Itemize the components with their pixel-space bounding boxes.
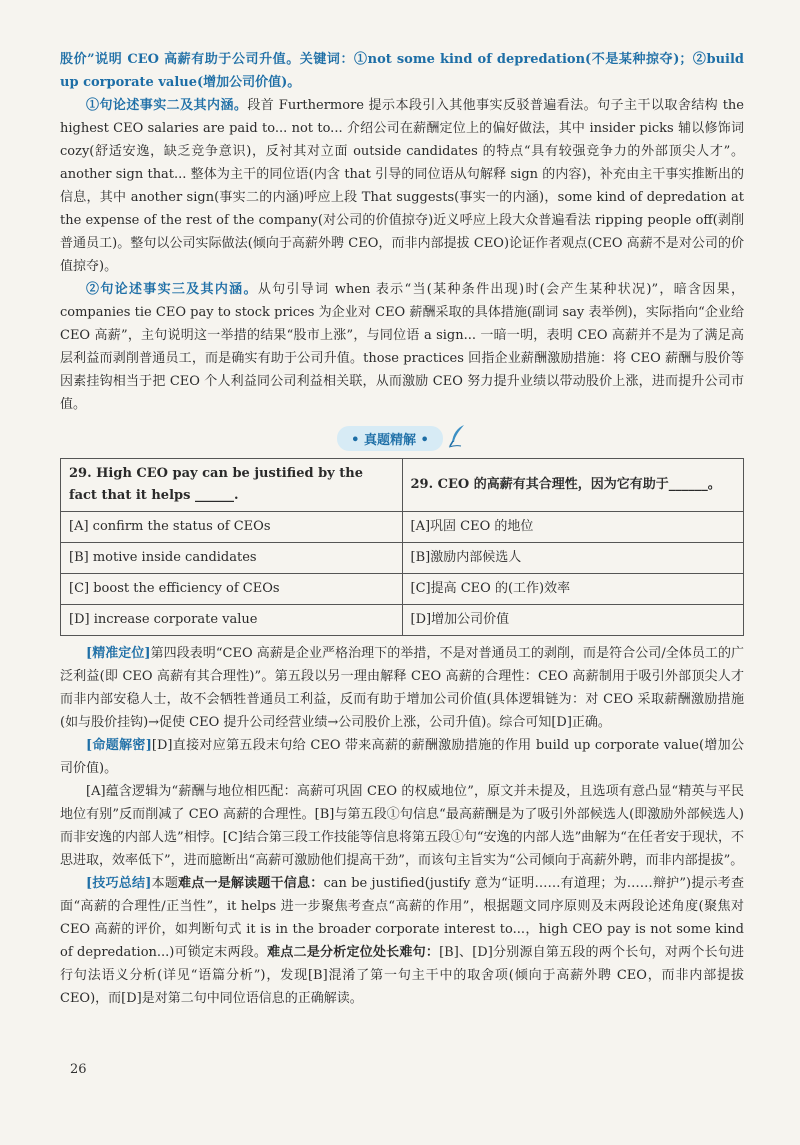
question-stem-en: 29. High CEO pay can be justified by the fact that it helps ______. xyxy=(61,459,403,512)
question-stem-zh: 29. CEO 的高薪有其合理性，因为它有助于______。 xyxy=(402,459,744,512)
analysis-precise-location-text: 第四段表明“CEO 高薪是企业严格治理下的举措，不是对普通员工的剥削，而是符合公司/全体员工的广泛利益(即 CEO 高薪有其合理性)”。第五段以另一理由解释 CEO 高薪的合理性：CEO 高薪制用于吸引外部顶尖人才而非内部安稳人士，故不会牺牲普通员工利益，反而有助于增加公司价值(具体逻辑链为：对 CEO 采取薪酬激励措施(如与股价挂钩)→促使 CEO 提升公司经营业绩→公司股价上涨，公司升值)。综合可知[D]正确。 xyxy=(60,646,744,730)
analysis-skill-summary-key1: 难点一是解读题干信息： xyxy=(178,876,324,891)
analysis-precise-location xyxy=(60,642,744,734)
paragraph-fact-two-text: 段首 Furthermore 提示本段引入其他事实反驳普遍看法。句子主干以取舍结构 the highest CEO salaries are paid to... not to... 介绍公司在薪酬定位上的偏好做法，其中 insider picks 辅以修饰词 cozy(舒适安逸，缺乏竞争意识)，反衬其对立面 outside candidates 的特点“具有较强竞争力的外部顶尖人才”。another sign that... 整体为主干的同位语(内含 that 引导的同位语从句解释 sign 的内容)，补充由主干事实推断出的信息，其中 another sign(事实二的内涵)呼应上段 That suggests(事实一的内涵)，some kind of depredation at the expense of the rest of the company(对公司的价值掠夺)近义呼应上段大众普遍看法 ripping people off(剥削普通员工)。整句以公司实际做法(倾向于高薪外聘 CEO，而非内部提拔 CEO)论证作者观点(CEO 高薪不是对公司的价值掠夺)。 xyxy=(60,98,744,274)
analysis-skill-summary-tag: [技巧总结] xyxy=(86,876,152,891)
top-paragraph xyxy=(60,48,744,94)
analysis-skill-summary xyxy=(60,872,744,1010)
option-c-en: [C] boost the efficiency of CEOs xyxy=(61,574,403,605)
analysis-skill-summary-key2: 难点二是分析定位处长难句： xyxy=(267,945,440,960)
question-table xyxy=(60,458,744,636)
option-row-d xyxy=(61,605,744,636)
option-row-b xyxy=(61,543,744,574)
option-c-zh: [C]提高 CEO 的(工作)效率 xyxy=(402,574,744,605)
analysis-skill-summary-text2: [B]、[D]分别源自第五段的两个长句，对两个长句进行句法语义分析(详见“语篇分析”)，发现[B]混淆了第一句主干中的取舍项(倾向于高薪外聘 CEO，而非内部提拔 CEO)，而[D]是对第二句中同位语信息的正确解读。 xyxy=(60,945,745,1006)
paragraph-fact-three-text: 从句引导词 when 表示“当(某种条件出现)时(会产生某种状况)”，暗含因果，companies tie CEO pay to stock prices 为企业对 CEO 薪酬采取的具体措施(副词 say 表举例)，实际指向“企业给 CEO 高薪”，主句说明这一举措的结果“股市上涨”，与同位语 a sign... 一暗一明，表明 CEO 高薪并不是为了满足高层利益而剥削普通员工，而是确实有助于公司升值。those practices 回指企业薪酬激励措施：将 CEO 薪酬与股价等因素挂钩相当于把 CEO 个人利益同公司利益相关联，从而激励 CEO 努力提升业绩以带动股价上涨，进而提升公司市值。 xyxy=(60,282,744,412)
analysis-skill-summary-text1: can be justified(justify 意为“证明……有道理；为……辩护”)提示考查面“高薪的合理性/正当性”，it helps 进一步聚焦考查点“高薪的作用”，根据题文同序原则及末两段论述角度(聚焦对 CEO 高薪的评价，如判断句式 it is in the broader corporate interest to...，high CEO pay is not some kind of depredation...)可锁定末两段。 xyxy=(60,876,744,960)
analysis-wrong-options xyxy=(60,780,744,872)
analysis-question-decode-tag: [命题解密] xyxy=(86,738,152,753)
paragraph-fact-three-label: ②句论述事实三及其内涵。 xyxy=(86,282,258,297)
option-a-zh: [A]巩固 CEO 的地位 xyxy=(402,512,744,543)
analysis-skill-summary-lead: 本题 xyxy=(151,876,179,891)
option-d-en: [D] increase corporate value xyxy=(61,605,403,636)
option-b-zh: [B]激励内部候选人 xyxy=(402,543,744,574)
option-row-a xyxy=(61,512,744,543)
paragraph-fact-two xyxy=(60,94,744,278)
analysis-wrong-options-text: [A]蕴含逻辑为“薪酬与地位相匹配：高薪可巩固 CEO 的权威地位”，原文并未提及，且选项有意凸显“精英与平民地位有别”反而削减了 CEO 高薪的合理性。[B]与第五段①句信息“最高薪酬是为了吸引外部候选人(即激励外部候选人)而非安逸的内部人选”相悖。[C]结合第三段工作技能等信息将第五段①句“安逸的内部人选”曲解为“在任者安于现状，不思进取，效率低下”，进而臆断出“高薪可激励他们提高干劲”，而该句主旨实为“公司倾向于高薪外聘，而非内部提拔”。 xyxy=(60,784,744,868)
paragraph-fact-three xyxy=(60,278,744,416)
option-d-zh: [D]增加公司价值 xyxy=(402,605,744,636)
analysis-precise-location-tag: [精准定位] xyxy=(86,646,151,661)
option-row-c xyxy=(61,574,744,605)
analysis-question-decode-text: [D]直接对应第五段末句给 CEO 带来高薪的薪酬激励措施的作用 build up corporate value(增加公司价值)。 xyxy=(60,738,744,776)
quill-pen-icon xyxy=(447,424,467,452)
section-banner xyxy=(60,424,744,452)
page-number: 26 xyxy=(70,1062,87,1077)
top-paragraph-text: 股价”说明 CEO 高薪有助于公司升值。关键词：①not some kind of depredation(不是某种掠夺)；②build up corporate value(增加公司价值)。 xyxy=(60,52,744,90)
section-banner-label: • 真题精解 • xyxy=(337,426,443,451)
option-a-en: [A] confirm the status of CEOs xyxy=(61,512,403,543)
question-stem-row xyxy=(61,459,744,512)
option-b-en: [B] motive inside candidates xyxy=(61,543,403,574)
paragraph-fact-two-label: ①句论述事实二及其内涵。 xyxy=(86,98,248,113)
analysis-question-decode xyxy=(60,734,744,780)
